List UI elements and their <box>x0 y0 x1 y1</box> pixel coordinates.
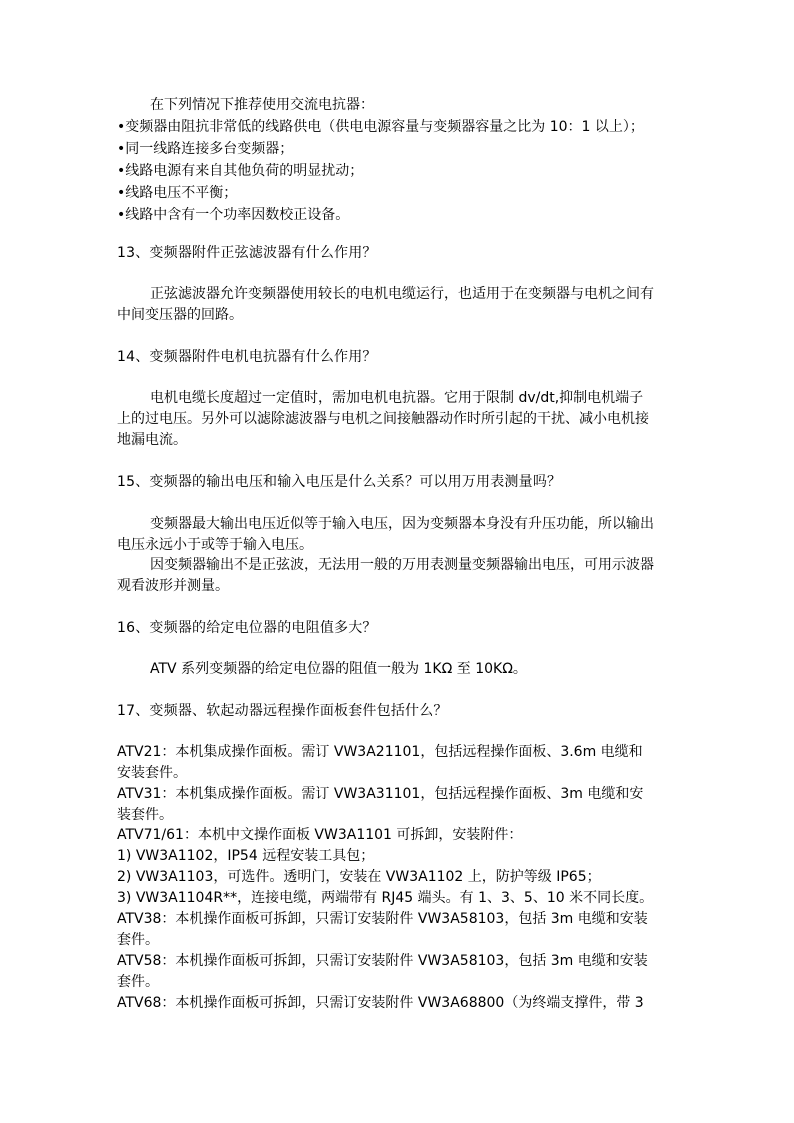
answer-13-line: 正弦滤波器允许变频器使用较长的电机电缆运行，也适用于在变频器与电机之间有 <box>150 286 654 302</box>
intro-bullet: •线路电源有来自其他负荷的明显扰动； <box>117 163 364 179</box>
question-13: 13、变频器附件正弦滤波器有什么作用？ <box>117 245 377 261</box>
answer-16-line: ATV 系列变频器的给定电位器的阻值一般为 1KΩ 至 10KΩ。 <box>150 661 527 677</box>
answer-17-line: ATV31：本机集成操作面板。需订 VW3A31101，包括远程操作面板、3m 电缆和安 <box>117 786 644 802</box>
question-17: 17、变频器、软起动器远程操作面板套件包括什么？ <box>117 703 448 719</box>
answer-17-line: 套件。 <box>117 932 159 948</box>
answer-17-line: ATV71/61：本机中文操作面板 VW3A1101 可拆卸，安装附件： <box>117 827 523 843</box>
answer-17-line: ATV68：本机操作面板可拆卸，只需订安装附件 VW3A68800（为终端支撑件，带 3 <box>117 995 644 1011</box>
answer-17-line: 装套件。 <box>117 807 173 823</box>
answer-15-line: 因变频器输出不是正弦波，无法用一般的万用表测量变频器输出电压，可用示波器 <box>150 557 654 573</box>
question-14: 14、变频器附件电机电抗器有什么作用？ <box>117 349 377 365</box>
answer-17-line: 1) VW3A1102，IP54 远程安装工具包； <box>117 848 375 864</box>
question-15: 15、变频器的输出电压和输入电压是什么关系？可以用万用表测量吗？ <box>117 474 562 490</box>
intro-bullet: •线路电压不平衡； <box>117 185 238 201</box>
answer-13-line: 中间变压器的回路。 <box>117 307 243 323</box>
intro-bullet: •线路中含有一个功率因数校正设备。 <box>117 207 350 223</box>
intro-bullet: •同一线路连接多台变频器； <box>117 141 294 157</box>
intro-bullet: •变频器由阻抗非常低的线路供电（供电电源容量与变频器容量之比为 10：1 以上）； <box>117 119 644 135</box>
question-16: 16、变频器的给定电位器的电阻值多大？ <box>117 620 377 636</box>
answer-14-line: 地漏电流。 <box>117 432 187 448</box>
answer-17-line: ATV21：本机集成操作面板。需订 VW3A21101，包括远程操作面板、3.6m 电缆和 <box>117 744 643 760</box>
answer-17-line: ATV38：本机操作面板可拆卸，只需订安装附件 VW3A58103，包括 3m 电缆和安装 <box>117 911 648 927</box>
answer-17-line: 安装套件。 <box>117 765 187 781</box>
intro-heading: 在下列情况下推荐使用交流电抗器： <box>150 97 374 113</box>
answer-17-line: 套件。 <box>117 974 159 990</box>
answer-15-line: 电压永远小于或等于输入电压。 <box>117 537 313 553</box>
answer-17-line: ATV58：本机操作面板可拆卸，只需订安装附件 VW3A58103，包括 3m 电缆和安装 <box>117 953 648 969</box>
answer-15-line: 观看波形并测量。 <box>117 578 229 594</box>
answer-14-line: 上的过电压。另外可以滤除滤波器与电机之间接触器动作时所引起的干扰、减小电机接 <box>117 411 649 427</box>
answer-17-line: 2) VW3A1103，可选件。透明门，安装在 VW3A1102 上，防护等级 IP65； <box>117 869 601 885</box>
answer-15-line: 变频器最大输出电压近似等于输入电压，因为变频器本身没有升压功能，所以输出 <box>150 516 654 532</box>
answer-17-line: 3) VW3A1104R**，连接电缆，两端带有 RJ45 端头。有 1、3、5、10 米不同长度。 <box>117 890 654 906</box>
answer-14-line: 电机电缆长度超过一定值时，需加电机电抗器。它用于限制 dv/dt,抑制电机端子 <box>150 390 644 406</box>
